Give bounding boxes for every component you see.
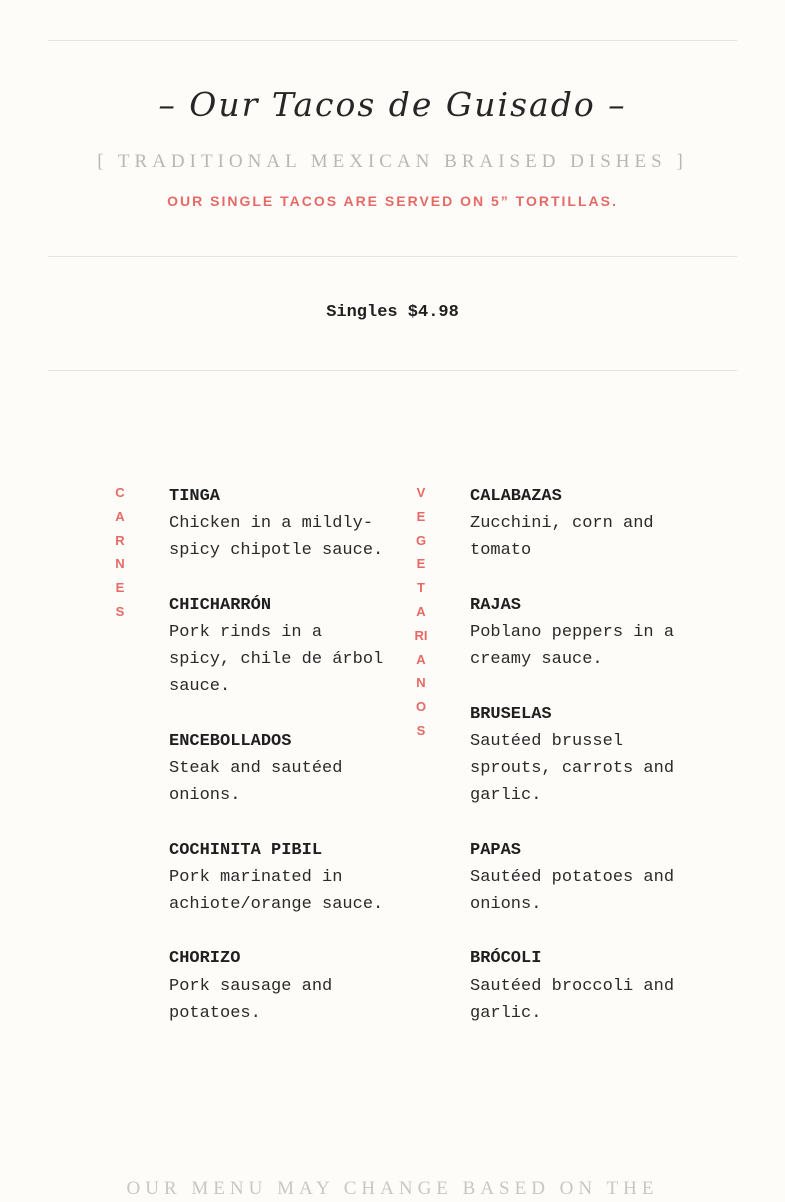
tortilla-note: OUR SINGLE TACOS ARE SERVED ON 5” TORTILLAS. (167, 193, 618, 209)
menu-item-name: ENCEBOLLADOS (169, 731, 292, 751)
menu-item (470, 483, 690, 565)
menu-item (169, 592, 384, 701)
menu-item-description: Sautéed potatoes and onions. (470, 867, 675, 914)
top-divider (48, 40, 737, 41)
menu-item (169, 483, 384, 565)
menu-item (169, 945, 384, 1027)
carnes-list (169, 483, 384, 1054)
menu-item-description: Pork rinds in a spicy, chile de árbol sauce. (169, 623, 384, 697)
menu-item-description: Sautéed brussel sprouts, carrots and garlic. (470, 731, 675, 806)
menu-item-name: CHICHARRÓN (169, 595, 272, 615)
price-divider-top (48, 256, 737, 257)
price-divider-bottom (48, 370, 737, 371)
menu-item (470, 945, 690, 1027)
menu-item-name: TINGA (169, 487, 221, 506)
menu-item-name: BRÓCOLI (470, 949, 542, 969)
menu-item (169, 728, 384, 810)
menu-item-description: Poblano peppers in a creamy sauce. (470, 623, 675, 670)
menu-item-name: CALABAZAS (470, 487, 562, 506)
menu-item (470, 837, 690, 919)
menu-item-description: Zucchini, corn and tomato (470, 514, 654, 561)
menu-item-description: Sautéed broccoli and garlic. (470, 976, 675, 1023)
carnes-vertical-label: CARNES (115, 485, 125, 619)
menu-item (169, 837, 384, 919)
menu-item (470, 701, 690, 810)
vegetarianos-list (470, 483, 690, 1054)
menu-item-description: Pork sausage and potatoes. (169, 976, 333, 1023)
menu-item-description: Steak and sautéed onions. (169, 759, 343, 806)
menu-item (470, 592, 690, 674)
menu-item-name: RAJAS (470, 595, 522, 615)
section-subtitle: [ TRADITIONAL MEXICAN BRAISED DISHES ] (97, 151, 688, 172)
menu-item-name: COCHINITA PIBIL (169, 840, 323, 860)
vegetarianos-vertical-label: VEGETARIANOS (414, 485, 428, 738)
menu-item-name: CHORIZO (169, 949, 241, 969)
menu-item-name: PAPAS (470, 840, 522, 860)
section-title: – Our Tacos de Guisado – (158, 85, 627, 124)
menu-change-notice: OUR MENU MAY CHANGE BASED ON THE (126, 1178, 659, 1199)
menu-item-description: Pork marinated in achiote/orange sauce. (169, 867, 384, 914)
menu-item-description: Chicken in a mildly-spicy chipotle sauce. (169, 514, 384, 561)
menu-item-name: BRUSELAS (470, 704, 552, 724)
singles-price: Singles $4.98 (326, 303, 459, 322)
